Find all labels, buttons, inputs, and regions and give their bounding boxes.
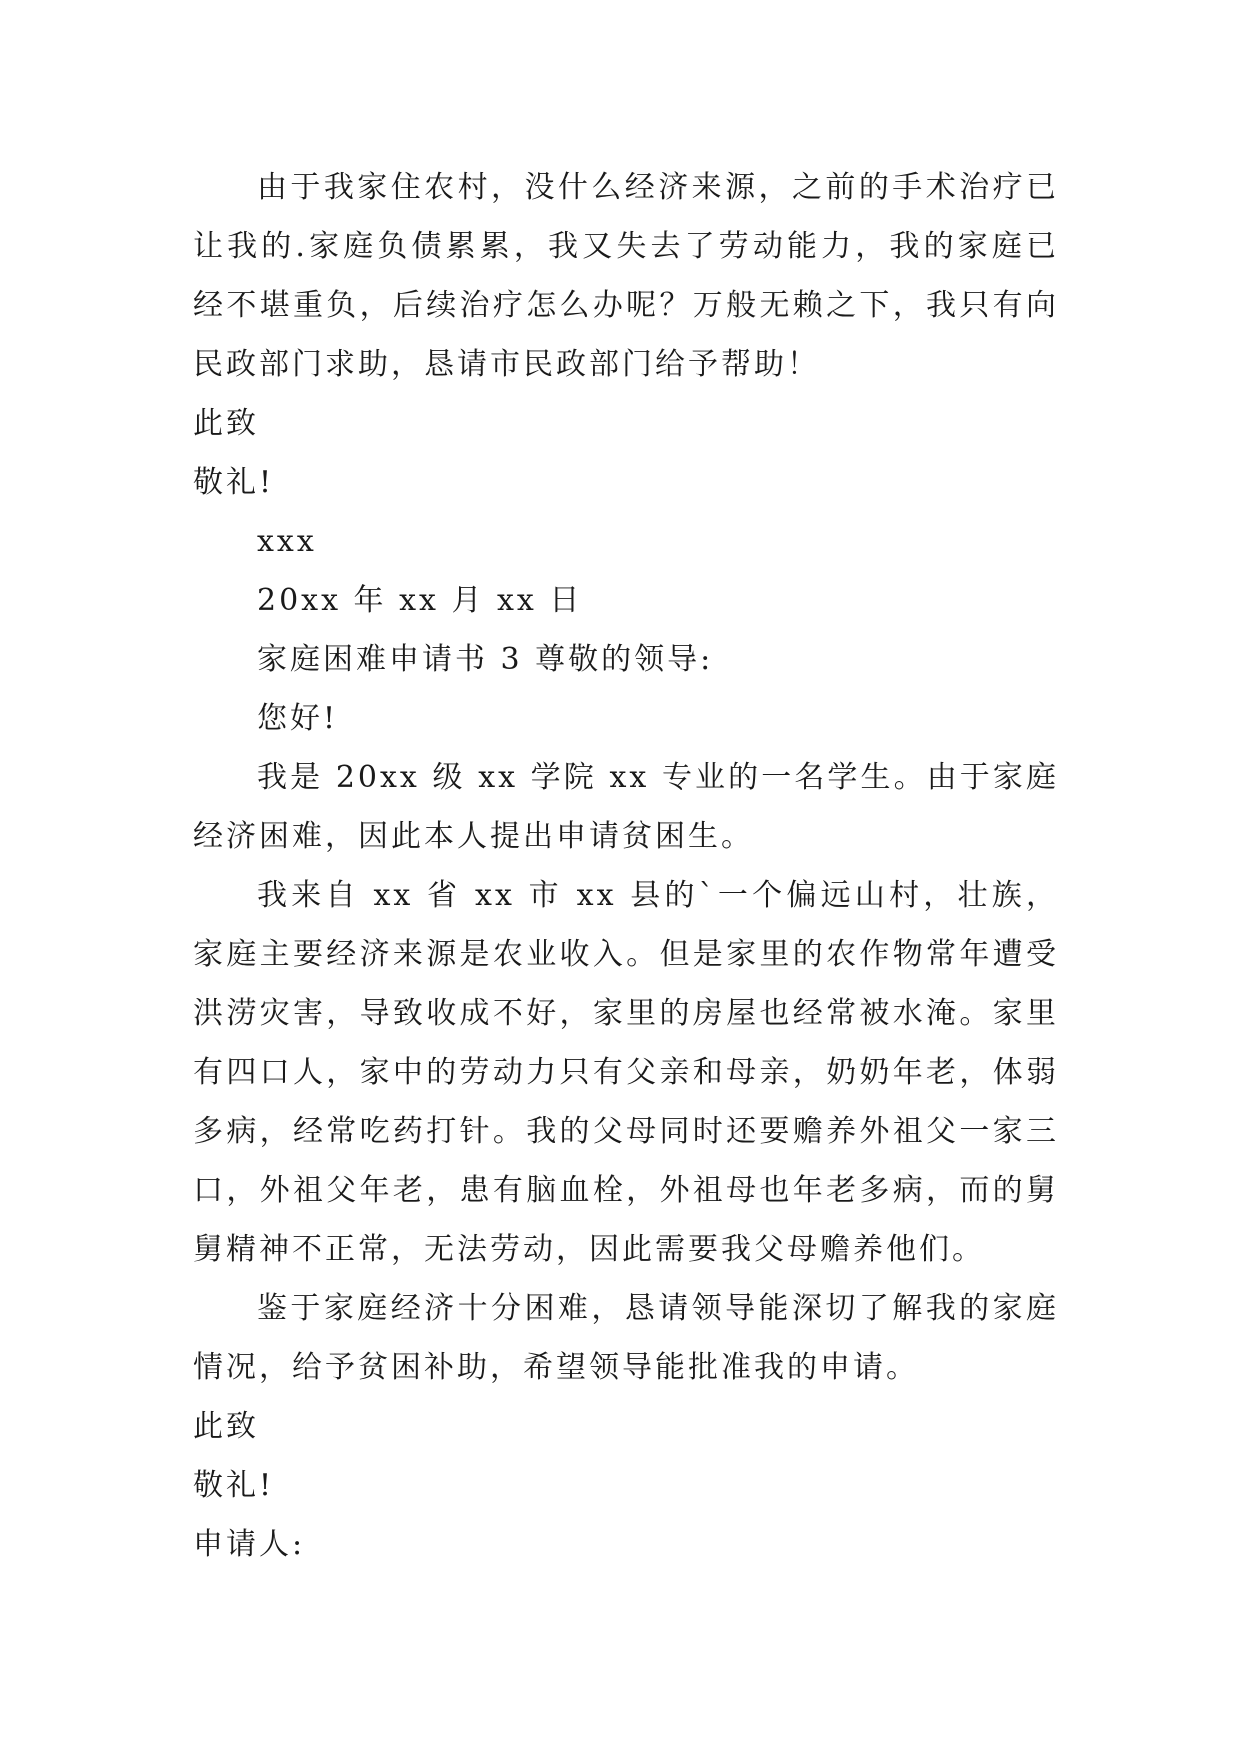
paragraph-medical-aid-request: 由于我家住农村，没什么经济来源，之前的手术治疗已让我的.家庭负债累累，我又失去了劳动能力，我的家庭已经不堪重负，后续治疗怎么办呢？万般无赖之下，我只有向民政部门求助，恳请市民政部门给予帮助！ — [193, 170, 1059, 382]
closing-cizhi: 此致 — [193, 406, 259, 441]
signature-name: xxx — [257, 524, 317, 559]
greeting: 您好! — [257, 701, 339, 736]
applicant-label: 申请人: — [193, 1527, 306, 1562]
section-heading-and-salutation: 家庭困难申请书 3 尊敬的领导: — [257, 642, 714, 677]
closing-jingli-2: 敬礼! — [193, 1468, 275, 1503]
closing-cizhi-2: 此致 — [193, 1409, 259, 1444]
signature-date: 20xx 年 xx 月 xx 日 — [257, 583, 583, 618]
letter-body — [193, 158, 1059, 1574]
paragraph-student-intro: 我是 20xx 级 xx 学院 xx 专业的一名学生。由于家庭经济困难，因此本人提出申请贫困生。 — [193, 760, 1059, 854]
closing-jingli: 敬礼! — [193, 465, 275, 500]
paragraph-family-situation: 我来自 xx 省 xx 市 xx 县的`一个偏远山村，壮族，家庭主要经济来源是农业收入。但是家里的农作物常年遭受洪涝灾害，导致收成不好，家里的房屋也经常被水淹。家里有四口人，家中的劳动力只有父亲和母亲，奶奶年老，体弱多病，经常吃药打针。我的父母同时还要赡养外祖父一家三口，外祖父年老，患有脑血栓，外祖母也年老多病，而的舅舅精神不正常，无法劳动，因此需要我父母赡养他们。 — [193, 878, 1059, 1267]
paragraph-request: 鉴于家庭经济十分困难，恳请领导能深切了解我的家庭情况，给予贫困补助，希望领导能批准我的申请。 — [193, 1291, 1059, 1385]
